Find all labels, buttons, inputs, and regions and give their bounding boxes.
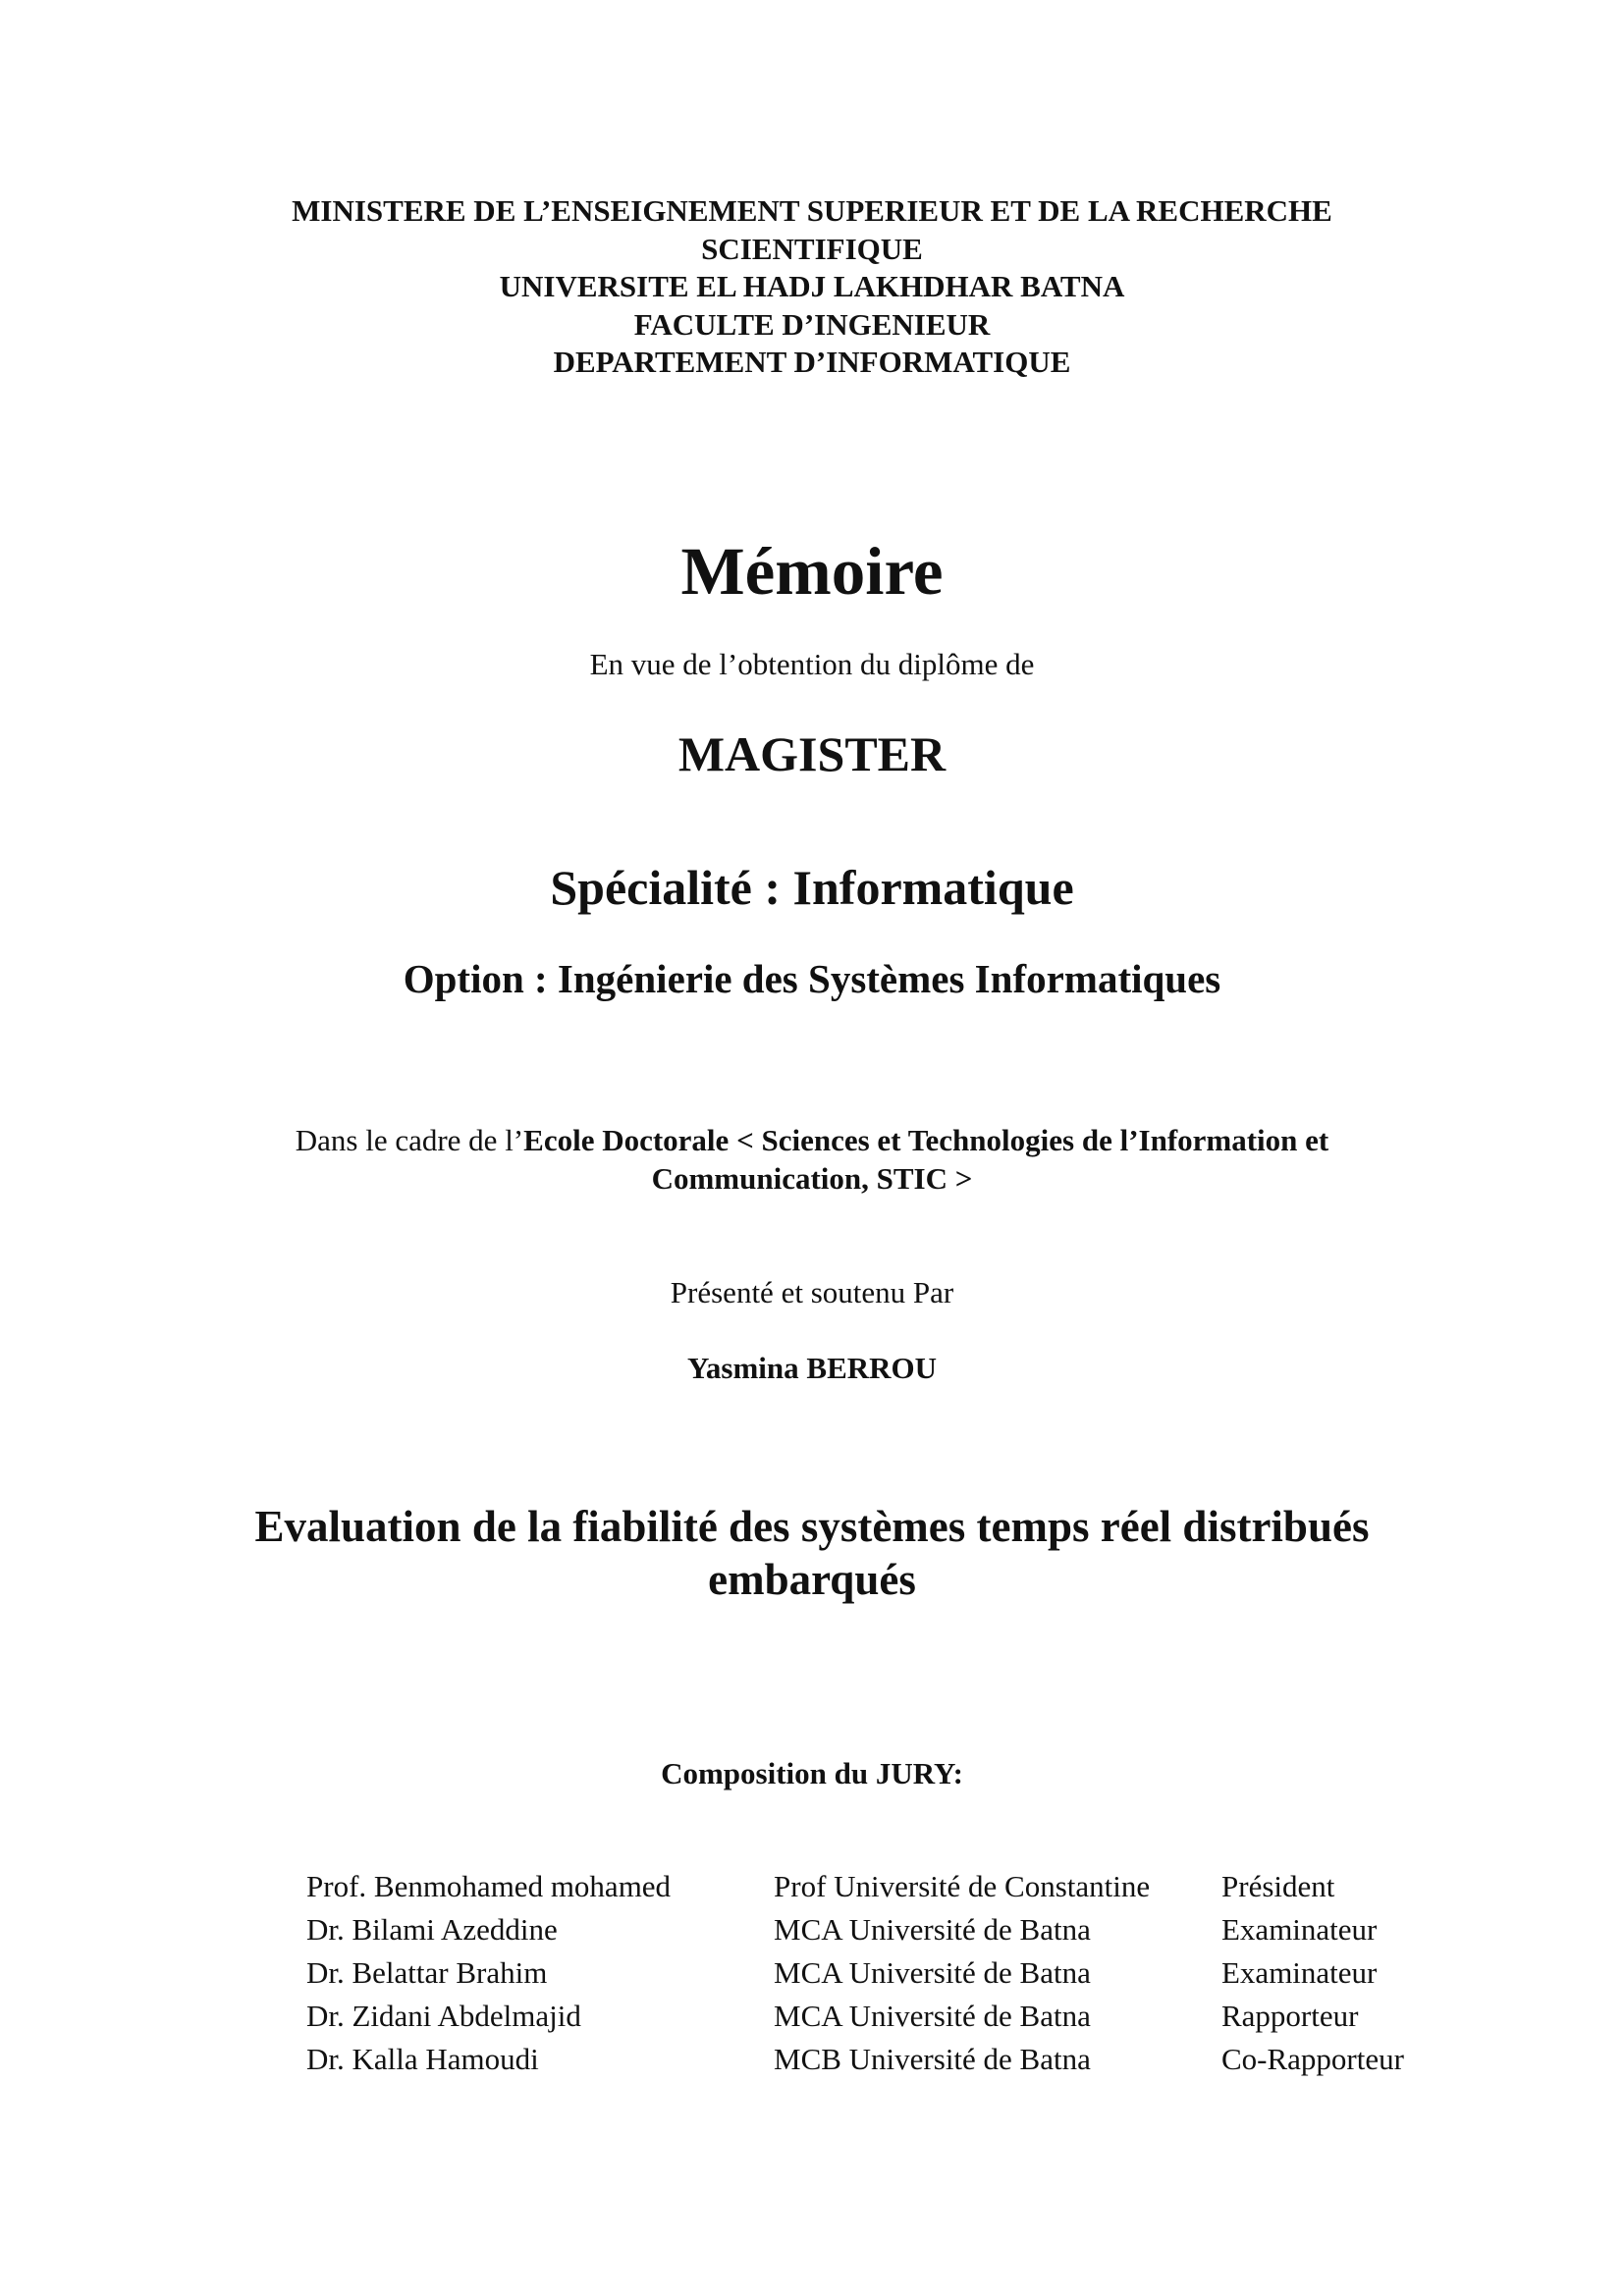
jury-member-name: Prof. Benmohamed mohamed bbox=[306, 1869, 672, 1903]
jury-member-role: Rapporteur bbox=[1221, 1999, 1359, 2033]
option-line: Option : Ingénierie des Systèmes Informatiques bbox=[403, 956, 1221, 1001]
jury-member-name: Dr. Kalla Hamoudi bbox=[306, 2042, 539, 2076]
jury-member-role: Examinateur bbox=[1221, 1912, 1378, 1947]
doctoral-school-name: Ecole Doctorale bbox=[523, 1123, 730, 1157]
doctoral-school-detail-line2: Communication, STIC > bbox=[651, 1161, 973, 1196]
department-name: DEPARTEMENT D’INFORMATIQUE bbox=[553, 345, 1071, 379]
thesis-title-line1: Evaluation de la fiabilité des systèmes temps réel distribués bbox=[254, 1502, 1370, 1551]
jury-member-grade: MCA Université de Batna bbox=[774, 1912, 1091, 1947]
jury-heading: Composition du JURY: bbox=[661, 1756, 963, 1790]
doctoral-school-prefix: Dans le cadre de l’ bbox=[295, 1123, 524, 1157]
faculty-name: FACULTE D’INGENIEUR bbox=[633, 306, 991, 342]
jury-member-name: Dr. Zidani Abdelmajid bbox=[306, 1999, 581, 2033]
doctoral-school-statement bbox=[0, 1121, 1624, 1198]
jury-member-grade: Prof Université de Constantine bbox=[774, 1869, 1151, 1903]
document-type: Mémoire bbox=[680, 534, 944, 609]
obtention-text: En vue de l’obtention du diplôme de bbox=[589, 647, 1035, 681]
jury-member-grade: MCA Université de Batna bbox=[774, 1955, 1091, 1990]
institution-header bbox=[0, 192, 1624, 382]
jury-member-grade: MCA Université de Batna bbox=[774, 1999, 1091, 2033]
doctoral-school-detail-line1: < Sciences et Technologies de l’Information et bbox=[729, 1123, 1329, 1157]
presented-by-label: Présenté et soutenu Par bbox=[670, 1275, 954, 1309]
thesis-title bbox=[0, 1500, 1624, 1606]
jury-member-role: Président bbox=[1221, 1869, 1335, 1903]
ministry-line-continued: SCIENTIFIQUE bbox=[701, 231, 923, 266]
speciality-line: Spécialité : Informatique bbox=[550, 860, 1074, 915]
author-name: Yasmina BERROU bbox=[686, 1351, 938, 1385]
ministry-line: MINISTERE DE L’ENSEIGNEMENT SUPERIEUR ET DE LA RECHERCHE bbox=[292, 193, 1332, 228]
jury-member-role: Co-Rapporteur bbox=[1221, 2042, 1404, 2076]
jury-member-grade: MCB Université de Batna bbox=[774, 2042, 1091, 2076]
degree-title: MAGISTER bbox=[677, 726, 947, 781]
jury-member-role: Examinateur bbox=[1221, 1955, 1378, 1990]
jury-member-name: Dr. Bilami Azeddine bbox=[306, 1912, 558, 1947]
jury-member-name: Dr. Belattar Brahim bbox=[306, 1955, 548, 1990]
thesis-title-line2: embarqués bbox=[708, 1555, 916, 1604]
university-name: UNIVERSITE EL HADJ LAKHDHAR BATNA bbox=[499, 269, 1125, 303]
